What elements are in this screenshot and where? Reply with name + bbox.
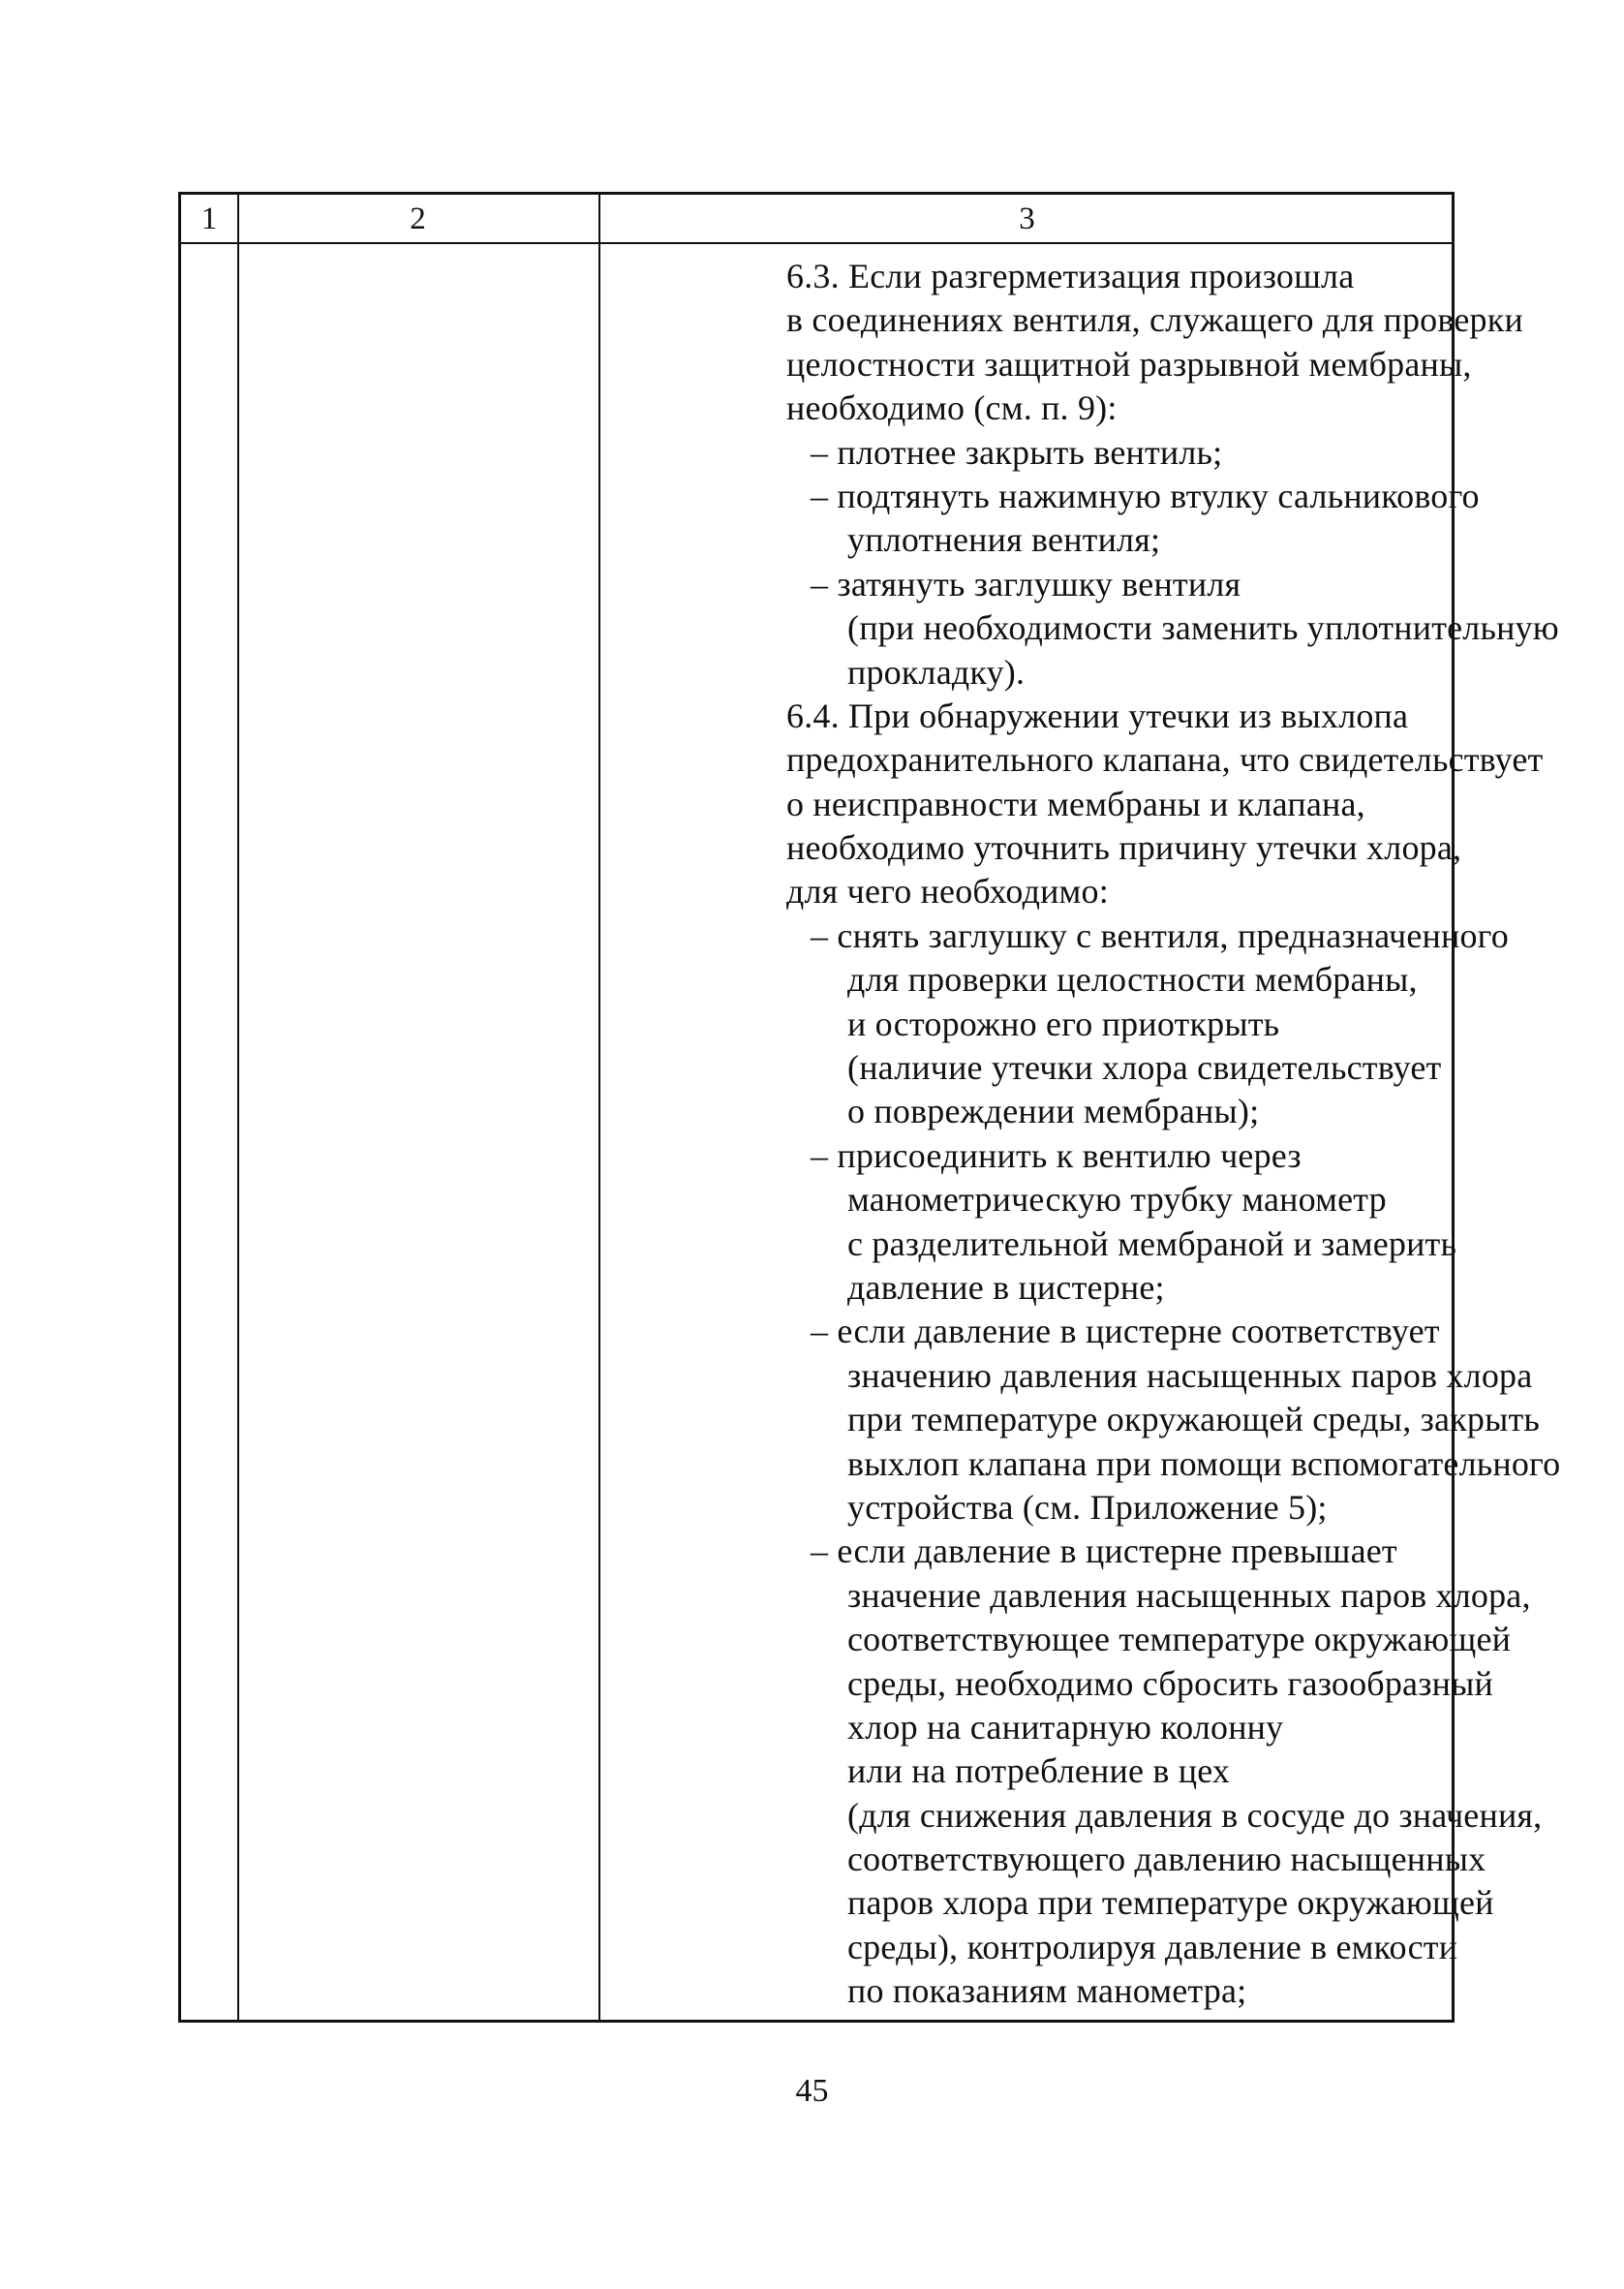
text-line: паров хлора при температуре окружающей [847, 1883, 1494, 1923]
text-line: – если давление в цистерне превышает [811, 1531, 1397, 1571]
text-line: устройства (см. Приложение 5); [847, 1487, 1328, 1527]
column-divider-1 [237, 195, 239, 2020]
column-header-3: 3 [1019, 201, 1035, 236]
column-divider-2 [598, 195, 600, 2020]
text-line: манометрическую трубку манометр [847, 1180, 1387, 1220]
text-line: о неисправности мембраны и клапана, [786, 784, 1365, 823]
text-line: среды), контролируя давление в емкости [847, 1927, 1458, 1966]
text-line: с разделительной мембраной и замерить [847, 1223, 1457, 1263]
text-line: необходимо уточнить причину утечки хлора, [786, 828, 1462, 868]
text-line: соответствующее температуре окружающей [847, 1620, 1512, 1659]
text-line: – снять заглушку с вентиля, предназначенного [811, 915, 1509, 955]
text-line: для проверки целостности мембраны, [847, 960, 1418, 1000]
text-line: – присоединить к вентилю через [811, 1135, 1302, 1175]
text-line: давление в цистерне; [847, 1267, 1165, 1307]
instruction-table [178, 192, 1561, 2023]
text-line: о повреждении мембраны); [847, 1092, 1260, 1131]
text-line: (для снижения давления в сосуде до значения, [847, 1795, 1543, 1835]
page-number: 45 [795, 2073, 829, 2109]
text-line: (наличие утечки хлора свидетельствует [847, 1048, 1442, 1088]
text-line: значению давления насыщенных паров хлора [847, 1355, 1533, 1395]
text-line: – если давление в цистерне соответствует [811, 1312, 1440, 1351]
text-line: необходимо (см. п. 9): [786, 388, 1118, 428]
text-line: – затянуть заглушку вентиля [811, 564, 1241, 603]
text-line: выхлоп клапана при помощи вспомогательного [847, 1443, 1561, 1483]
text-line: в соединениях вентиля, служащего для проверки [786, 300, 1523, 340]
text-line: – плотнее закрыть вентиль; [811, 432, 1223, 472]
text-line: целостности защитной разрывной мембраны, [786, 344, 1472, 384]
text-line: прокладку). [847, 652, 1026, 692]
text-line: 6.3. Если разгерметизация произошла [786, 257, 1355, 295]
column-header-2: 2 [410, 201, 426, 236]
text-line: хлор на санитарную колонну [847, 1707, 1284, 1747]
header-divider [181, 242, 1452, 244]
text-line: или на потребление в цех [847, 1751, 1231, 1791]
text-line: соответствующего давлению насыщенных [847, 1840, 1486, 1879]
column-3-content [786, 255, 1561, 2014]
text-line: значение давления насыщенных паров хлора, [847, 1575, 1531, 1615]
text-line: по показаниям манометра; [847, 1971, 1247, 2011]
column-header-1: 1 [200, 201, 218, 236]
text-line: – подтянуть нажимную втулку сальникового [811, 476, 1480, 515]
text-line: среды, необходимо сбросить газообразный [847, 1663, 1493, 1703]
text-line: и осторожно его приоткрыть [847, 1004, 1280, 1043]
text-line: при температуре окружающей среды, закрыть [847, 1400, 1541, 1439]
text-line: (при необходимости заменить уплотнительную [847, 608, 1559, 648]
text-line: 6.4. При обнаружении утечки из выхлопа [786, 696, 1409, 735]
text-line: уплотнения вентиля; [847, 520, 1161, 560]
text-line: предохранительного клапана, что свидетельствует [786, 740, 1544, 780]
text-line: для чего необходимо: [786, 872, 1109, 912]
